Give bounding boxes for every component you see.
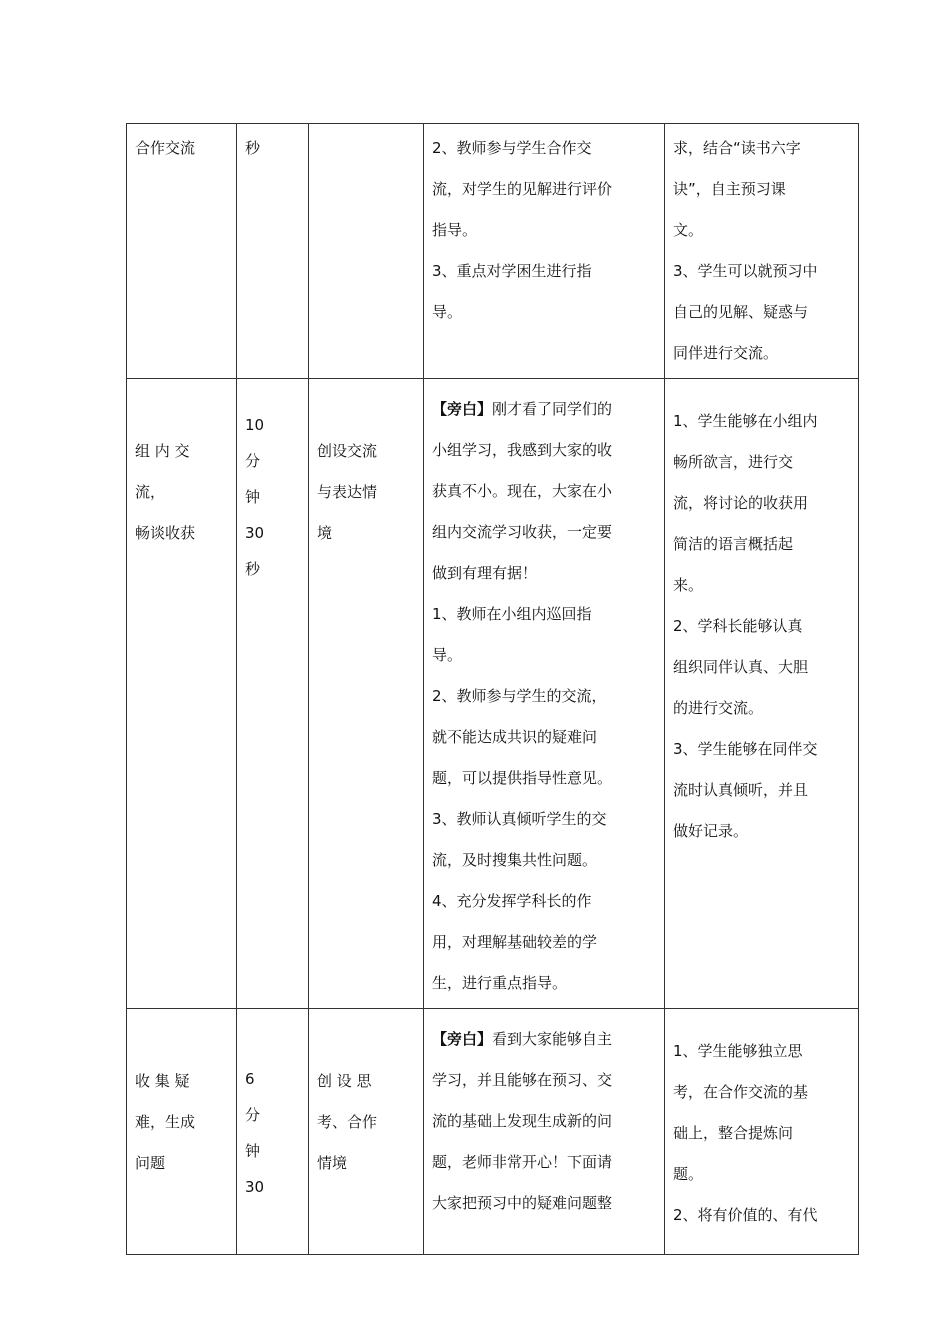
stage-cell <box>127 124 237 379</box>
student-line: 1、学生能够独立思 <box>673 1042 803 1060</box>
stage-line: 难，生成 <box>135 1113 196 1131</box>
teacher-text: 刚才看了同学们的 <box>492 400 613 418</box>
time-line: 30 <box>245 524 265 542</box>
student-activity-cell <box>665 379 859 1009</box>
situation-line: 创 设 思 <box>317 1072 372 1090</box>
stage-line: 收 集 疑 <box>135 1072 190 1090</box>
teacher-line: 3、教师认真倾听学生的交 <box>432 810 607 828</box>
teacher-line: 指导。 <box>432 221 478 239</box>
time-line: 10 <box>245 416 265 434</box>
time-cell <box>237 379 309 1009</box>
situation-line: 境 <box>317 524 333 542</box>
teacher-line: 获真不小。现在，大家在小 <box>432 482 613 500</box>
student-line: 题。 <box>673 1165 704 1183</box>
student-line: 做好记录。 <box>673 822 749 840</box>
table-row <box>127 379 859 1009</box>
teacher-line: 流，及时搜集共性问题。 <box>432 851 598 869</box>
situation-cell <box>309 379 424 1009</box>
table-row <box>127 124 859 379</box>
teacher-activity-cell <box>424 1009 665 1255</box>
stage-line: 畅谈收获 <box>135 524 196 542</box>
situation-line: 创设交流 <box>317 442 378 460</box>
teacher-text: 看到大家能够自主 <box>492 1030 613 1048</box>
stage-line: 问题 <box>135 1154 166 1172</box>
teacher-line: 4、充分发挥学科长的作 <box>432 892 592 910</box>
teacher-line: 题，可以提供指导性意见。 <box>432 769 613 787</box>
stage-line: 合作交流 <box>135 139 196 157</box>
student-activity-cell <box>665 124 859 379</box>
time-line: 分 <box>245 1106 261 1124</box>
stage-line: 流， <box>135 483 166 501</box>
teacher-line: 学习，并且能够在预习、交 <box>432 1071 613 1089</box>
teacher-line <box>432 1019 656 1060</box>
time-line: 6 <box>245 1070 255 1088</box>
time-cell <box>237 124 309 379</box>
student-line: 流，将讨论的收获用 <box>673 494 809 512</box>
teacher-line: 流，对学生的见解进行评价 <box>432 180 613 198</box>
stage-cell <box>127 379 237 1009</box>
time-line: 秒 <box>245 139 261 157</box>
teacher-line: 就不能达成共识的疑难问 <box>432 728 598 746</box>
situation-line: 情境 <box>317 1154 348 1172</box>
situation-line: 考、合作 <box>317 1113 378 1131</box>
aside-label: 【旁白】 <box>432 400 493 418</box>
student-line: 组织同伴认真、大胆 <box>673 658 809 676</box>
table-row <box>127 1009 859 1255</box>
teacher-line: 2、教师参与学生的交流， <box>432 687 607 705</box>
time-line: 钟 <box>245 488 261 506</box>
teacher-line: 用，对理解基础较差的学 <box>432 933 598 951</box>
situation-line: 与表达情 <box>317 483 378 501</box>
student-line: 畅所欲言，进行交 <box>673 453 794 471</box>
teacher-line: 大家把预习中的疑难问题整 <box>432 1194 613 1212</box>
student-line: 2、学科长能够认真 <box>673 617 803 635</box>
time-line: 钟 <box>245 1142 261 1160</box>
stage-line: 组 内 交 <box>135 442 190 460</box>
student-line: 2、将有价值的、有代 <box>673 1206 818 1224</box>
teacher-line: 题，老师非常开心！下面请 <box>432 1153 613 1171</box>
student-line: 3、学生可以就预习中 <box>673 262 818 280</box>
teacher-line: 导。 <box>432 646 463 664</box>
student-line: 诀”，自主预习课 <box>673 180 786 198</box>
teacher-activity-cell <box>424 379 665 1009</box>
aside-label: 【旁白】 <box>432 1030 493 1048</box>
student-line: 求，结合“读书六字 <box>673 139 801 157</box>
student-line: 的进行交流。 <box>673 699 764 717</box>
time-cell <box>237 1009 309 1255</box>
time-line: 秒 <box>245 560 261 578</box>
situation-cell <box>309 124 424 379</box>
student-line: 文。 <box>673 221 704 239</box>
teacher-line: 导。 <box>432 303 463 321</box>
student-line: 础上，整合提炼问 <box>673 1124 794 1142</box>
student-line: 来。 <box>673 576 704 594</box>
time-line: 30 <box>245 1178 265 1196</box>
student-line: 3、学生能够在同伴交 <box>673 740 818 758</box>
teacher-line: 1、教师在小组内巡回指 <box>432 605 592 623</box>
student-line: 简洁的语言概括起 <box>673 535 794 553</box>
stage-cell <box>127 1009 237 1255</box>
teacher-line: 做到有理有据！ <box>432 564 538 582</box>
student-activity-cell <box>665 1009 859 1255</box>
student-line: 同伴进行交流。 <box>673 344 779 362</box>
teacher-line: 生，进行重点指导。 <box>432 974 568 992</box>
student-line: 自己的见解、疑惑与 <box>673 303 809 321</box>
teacher-line: 2、教师参与学生合作交 <box>432 139 592 157</box>
student-line: 考，在合作交流的基 <box>673 1083 809 1101</box>
lesson-plan-table <box>126 123 859 1255</box>
teacher-line: 小组学习，我感到大家的收 <box>432 441 613 459</box>
teacher-line: 3、重点对学困生进行指 <box>432 262 592 280</box>
situation-cell <box>309 1009 424 1255</box>
teacher-line: 组内交流学习收获，一定要 <box>432 523 613 541</box>
teacher-line <box>432 389 656 430</box>
student-line: 1、学生能够在小组内 <box>673 412 818 430</box>
time-line: 分 <box>245 452 261 470</box>
student-line: 流时认真倾听，并且 <box>673 781 809 799</box>
teacher-activity-cell <box>424 124 665 379</box>
teacher-line: 流的基础上发现生成新的问 <box>432 1112 613 1130</box>
